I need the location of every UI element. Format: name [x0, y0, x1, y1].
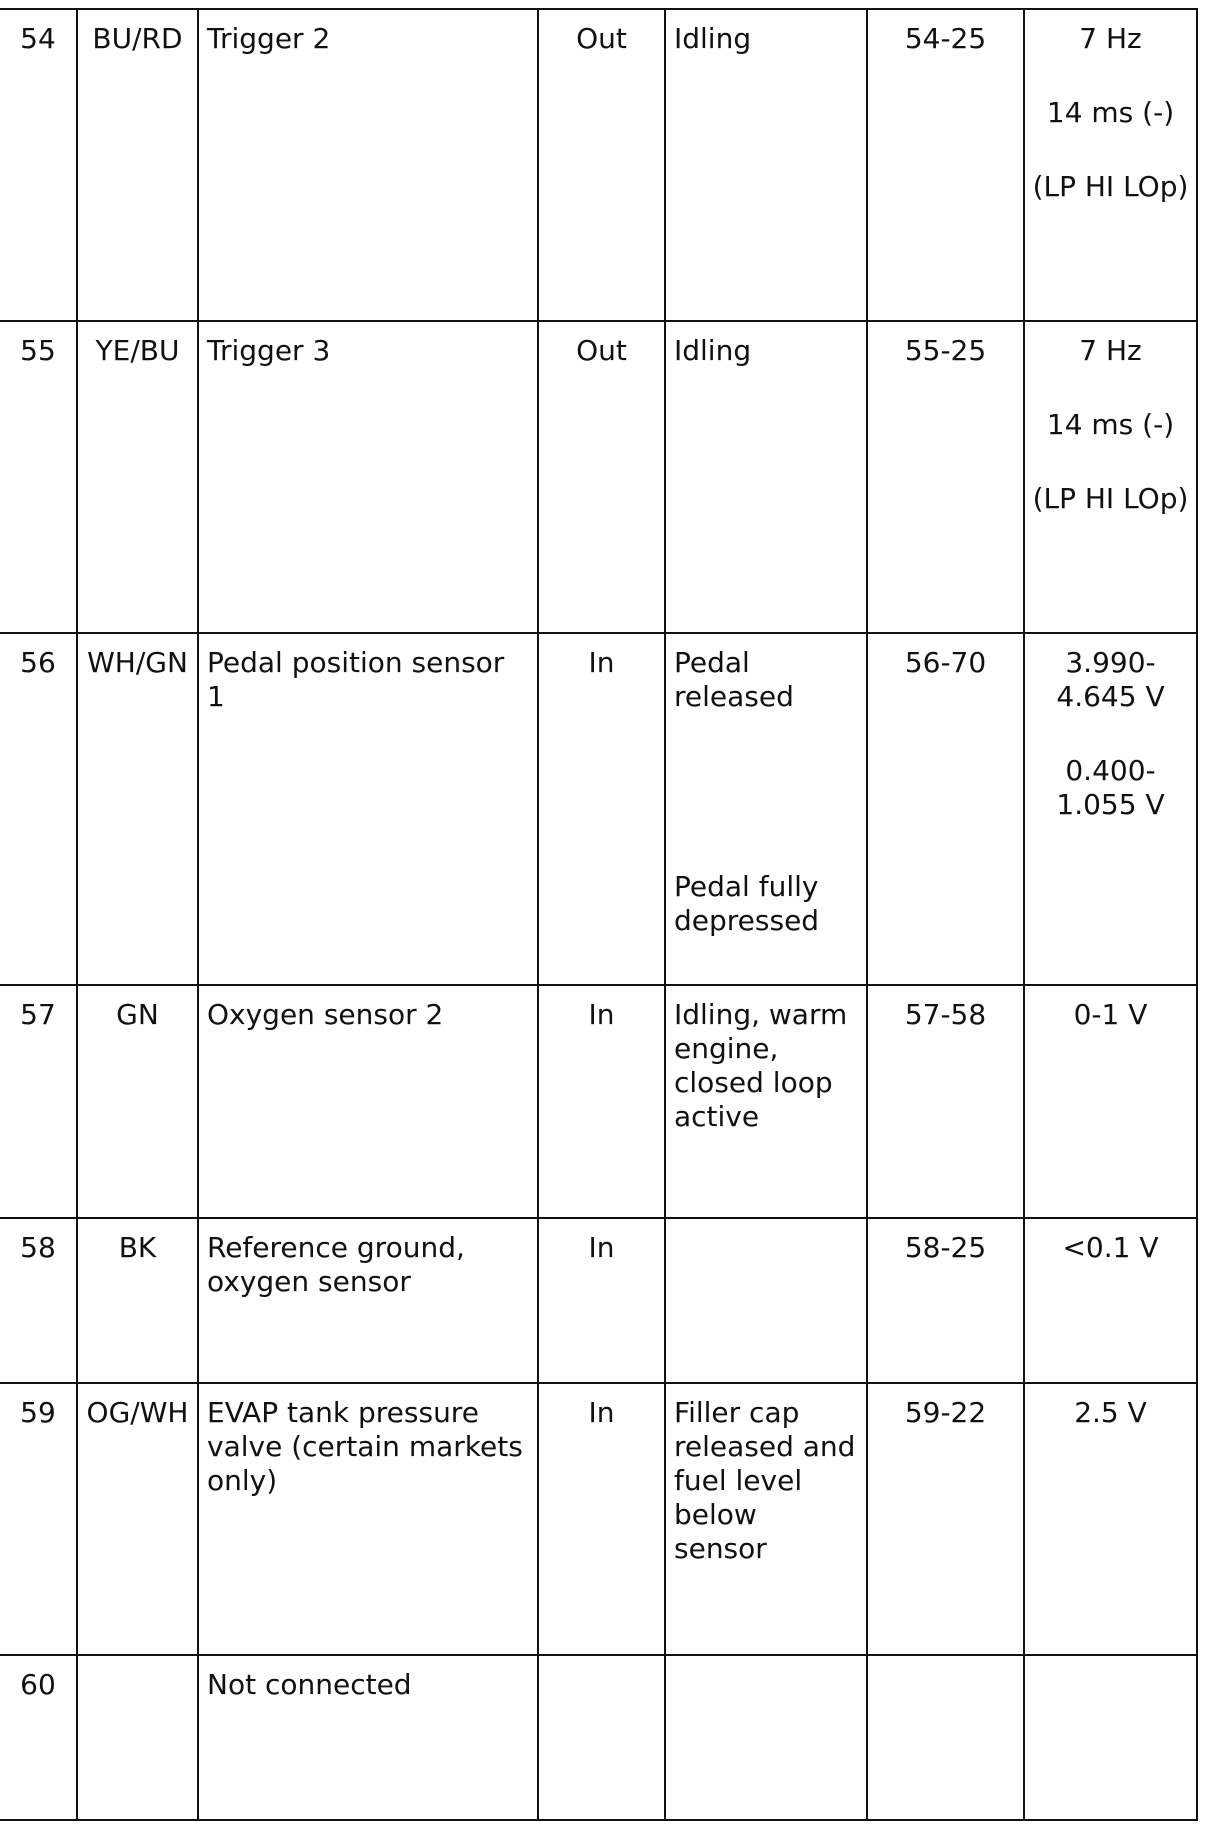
pin-table: [0, 8, 1198, 1821]
measure-points: 57-58: [867, 985, 1024, 1218]
pin-function: Pedal position sensor 1: [198, 633, 538, 985]
expected-value: [1024, 1218, 1197, 1383]
value-line: 2.5 V: [1074, 1396, 1147, 1429]
expected-value: [1024, 985, 1197, 1218]
condition-spacer: [674, 714, 858, 870]
pin-function: EVAP tank pressure valve (certain markets only): [198, 1383, 538, 1655]
signal-direction: In: [538, 985, 665, 1218]
expected-value: [1024, 1383, 1197, 1655]
value-line: 0-1 V: [1073, 998, 1148, 1031]
pin-number: 57: [0, 985, 77, 1218]
measure-points: 54-25: [867, 9, 1024, 321]
test-condition: Idling: [665, 321, 867, 633]
wire-color: [77, 1655, 198, 1820]
table-row: [0, 1655, 1197, 1820]
pin-function: Reference ground, oxygen sensor: [198, 1218, 538, 1383]
value-line: 7 Hz: [1079, 22, 1142, 55]
pin-function: Trigger 3: [198, 321, 538, 633]
value-line: 14 ms (-): [1046, 96, 1175, 129]
signal-direction: [538, 1655, 665, 1820]
value-line: (LP HI LOp): [1032, 170, 1189, 203]
wire-color: GN: [77, 985, 198, 1218]
expected-value: [1024, 9, 1197, 321]
measure-points: 58-25: [867, 1218, 1024, 1383]
table-row: [0, 9, 1197, 321]
signal-direction: In: [538, 633, 665, 985]
pin-number: 58: [0, 1218, 77, 1383]
pin-number: 55: [0, 321, 77, 633]
value-line: 3.990-4.645 V: [1056, 646, 1165, 713]
measure-points: 55-25: [867, 321, 1024, 633]
measure-points: 59-22: [867, 1383, 1024, 1655]
wire-color: OG/WH: [77, 1383, 198, 1655]
test-condition: [665, 1655, 867, 1820]
expected-value: [1024, 1655, 1197, 1820]
table-row: [0, 633, 1197, 985]
condition-line: Pedal released: [674, 646, 794, 713]
measure-points: [867, 1655, 1024, 1820]
expected-value: [1024, 321, 1197, 633]
signal-direction: In: [538, 1218, 665, 1383]
condition-line: Pedal fully depressed: [674, 870, 820, 937]
signal-direction: Out: [538, 321, 665, 633]
signal-direction: Out: [538, 9, 665, 321]
table-row: [0, 985, 1197, 1218]
pin-function: Trigger 2: [198, 9, 538, 321]
wire-color: YE/BU: [77, 321, 198, 633]
value-line: 7 Hz: [1079, 334, 1142, 367]
expected-value: [1024, 633, 1197, 985]
pin-number: 60: [0, 1655, 77, 1820]
value-line: (LP HI LOp): [1032, 482, 1189, 515]
value-line: 0.400-1.055 V: [1056, 754, 1165, 821]
wire-color: BU/RD: [77, 9, 198, 321]
signal-direction: In: [538, 1383, 665, 1655]
test-condition: Filler cap released and fuel level below sensor: [665, 1383, 867, 1655]
pin-function: Oxygen sensor 2: [198, 985, 538, 1218]
table-row: [0, 1383, 1197, 1655]
test-condition: Idling, warm engine, closed loop active: [665, 985, 867, 1218]
pin-function: Not connected: [198, 1655, 538, 1820]
pin-number: 54: [0, 9, 77, 321]
table-row: [0, 321, 1197, 633]
pin-number: 59: [0, 1383, 77, 1655]
wire-color: BK: [77, 1218, 198, 1383]
test-condition: Idling: [665, 9, 867, 321]
pin-number: 56: [0, 633, 77, 985]
measure-points: 56-70: [867, 633, 1024, 985]
test-condition: [665, 1218, 867, 1383]
test-condition: [665, 633, 867, 985]
value-line: 14 ms (-): [1046, 408, 1175, 441]
value-line: <0.1 V: [1062, 1231, 1159, 1264]
table-row: [0, 1218, 1197, 1383]
wire-color: WH/GN: [77, 633, 198, 985]
